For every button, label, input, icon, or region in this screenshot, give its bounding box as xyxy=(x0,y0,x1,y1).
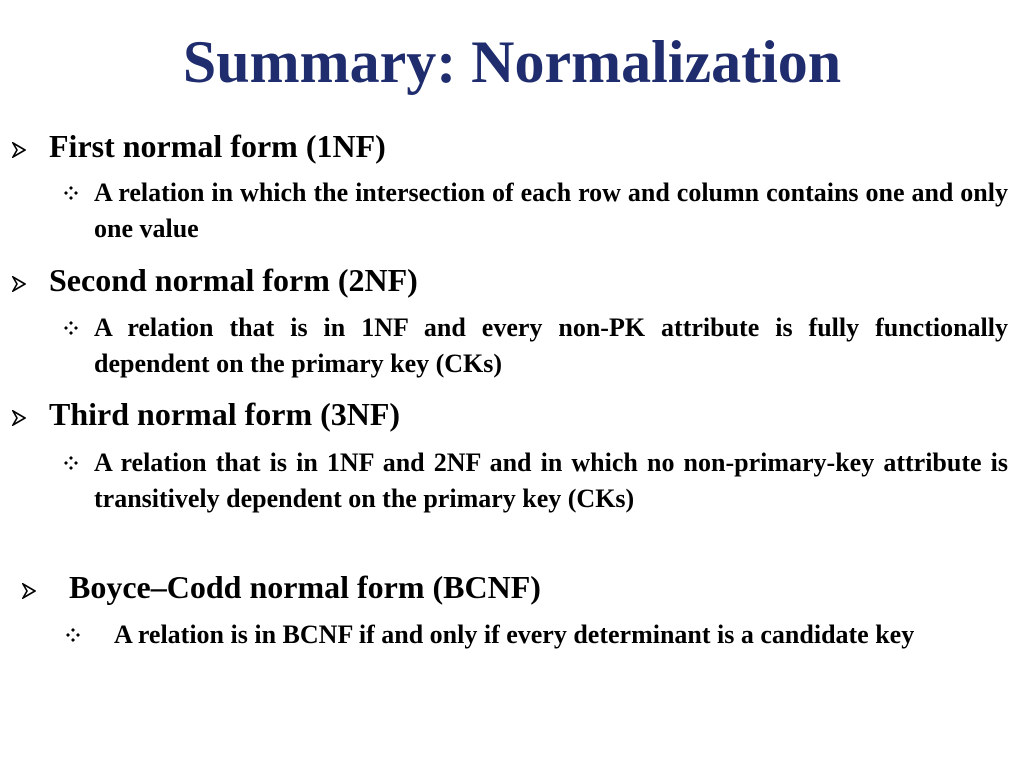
arrowhead-bullet-icon xyxy=(12,276,26,292)
item-description-3nf: A relation that is in 1NF and 2NF and in which no non-primary-key attribute is transitively dependent on the primary key (CKs) xyxy=(94,448,1008,513)
item-heading-bcnf: Boyce–Codd normal form (BCNF) xyxy=(69,569,541,605)
item-description-bcnf: A relation is in BCNF if and only if every determinant is a candidate key xyxy=(114,620,915,649)
item-heading-3nf: Third normal form (3NF) xyxy=(49,396,401,432)
diamond-bullet-icon xyxy=(64,456,78,470)
slide-title: Summary: Normalization xyxy=(182,29,842,95)
arrowhead-bullet-icon xyxy=(12,142,26,158)
arrowhead-bullet-icon xyxy=(22,583,36,599)
item-description-1nf: A relation in which the intersection of each row and column contains one and only one value xyxy=(94,178,1008,243)
diamond-bullet-icon xyxy=(66,628,80,642)
item-description-2nf: A relation that is in 1NF and every non-PK attribute is fully functionally dependent on the primary key (CKs) xyxy=(94,313,1008,378)
arrowhead-bullet-icon xyxy=(12,410,26,426)
diamond-bullet-icon xyxy=(64,321,78,335)
item-heading-2nf: Second normal form (2NF) xyxy=(49,262,418,298)
diamond-bullet-icon xyxy=(64,186,78,200)
item-heading-1nf: First normal form (1NF) xyxy=(49,128,386,164)
